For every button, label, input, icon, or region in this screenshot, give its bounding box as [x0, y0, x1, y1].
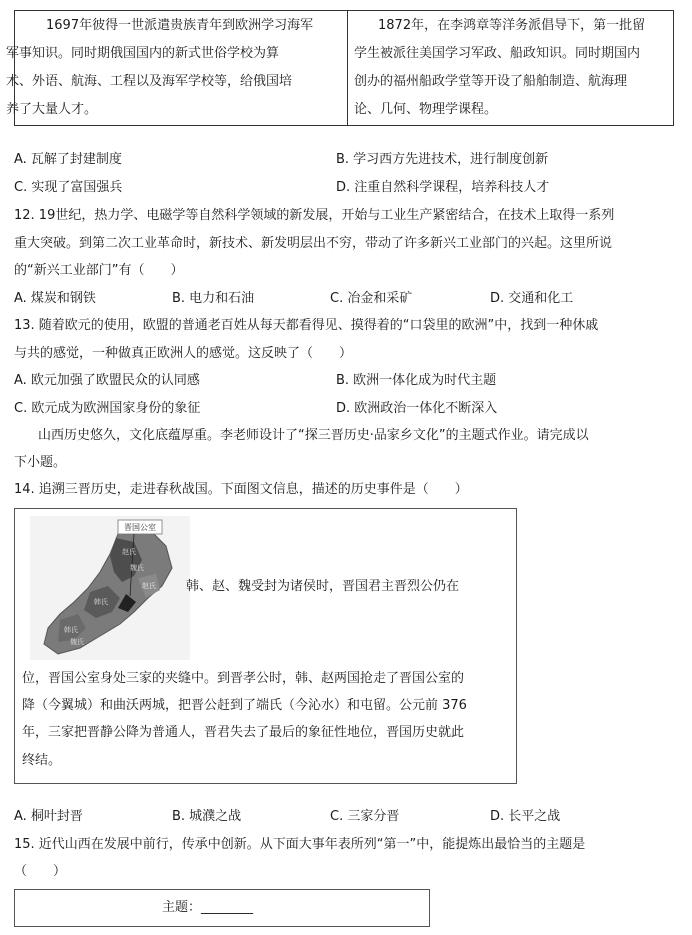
q13-option-a: A. 欧元加强了欧盟民众的认同感	[14, 373, 200, 388]
q12-option-c: C. 冶金和采矿	[330, 291, 413, 306]
q14-box-line: 位，晋国公室身处三家的夹缝中。到晋孝公时，韩、赵两国抢走了晋国公室的	[22, 671, 465, 686]
table-right-cell	[354, 12, 678, 124]
q14-option-a: A. 桐叶封晋	[14, 809, 83, 824]
q15-stem: 15. 近代山西在发展中前行，传承中创新。从下面大事年表所列“第一”中，能提炼出最恰当的主题是	[14, 837, 586, 852]
map-label: 晋国公室	[124, 523, 156, 532]
q11-option-c: C. 实现了富国强兵	[14, 180, 123, 195]
map-region-label: 魏氏	[70, 638, 84, 646]
q14-option-b: B. 城濮之战	[172, 809, 242, 824]
q13-stem-line: 13. 随着欧元的使用，欧盟的普通老百姓从每天都看得见、摸得着的“口袋里的欧洲”中，找到一种休戚	[14, 318, 599, 333]
q13-stem-line: 与共的感觉，一种做真正欧洲人的感觉。这反映了（ ）	[14, 346, 353, 361]
q14-option-c: C. 三家分晋	[330, 809, 400, 824]
table-right-line: 创办的福州船政学堂等开设了船舶制造、航海理	[354, 74, 628, 89]
q14-option-d: D. 长平之战	[490, 809, 561, 824]
table-left-line: 养了大量人才。	[6, 102, 98, 117]
q15-answer-paren: （ ）	[14, 864, 67, 879]
table-left-line: 术、外语、航海、工程以及海军学校等，给俄国培	[6, 74, 293, 89]
q13-option-d: D. 欧洲政治一体化不断深入	[336, 401, 498, 416]
table-divider	[347, 11, 348, 125]
map-region-label: 赵氏	[142, 582, 156, 590]
table-left-cell	[6, 12, 336, 124]
q14-box-line: 降（今翼城）和曲沃两城，把晋公赶到了端氏（今沁水）和屯留。公元前 376	[22, 698, 467, 713]
map-region-label: 韩氏	[64, 626, 78, 634]
intro-line: 山西历史悠久，文化底蕴厚重。李老师设计了“探三晋历史·品家乡文化”的主题式作业。请完成以	[38, 428, 589, 443]
table-left-line: 军事知识。同时期俄国国内的新式世俗学校为算	[6, 46, 280, 61]
q14-box-line: 终结。	[22, 753, 62, 768]
intro-line: 下小题。	[14, 455, 67, 470]
table-right-line: 学生被派往美国学习军政、船政知识。同时期国内	[354, 46, 641, 61]
jin-state-map	[30, 516, 190, 660]
q12-stem-line: 重大突破。到第二次工业革命时，新技术、新发明层出不穷，带动了许多新兴工业部门的兴起。这里所说	[14, 236, 613, 251]
map-region-label: 赵氏	[122, 548, 136, 556]
q12-option-d: D. 交通和化工	[490, 291, 574, 306]
map-region-label: 韩氏	[94, 598, 108, 606]
table-right-line: 论、几何、物理学课程。	[354, 102, 498, 117]
q14-stem: 14. 追溯三晋历史，走进春秋战国。下面图文信息，描述的历史事件是（ ）	[14, 482, 468, 497]
q11-option-a: A. 瓦解了封建制度	[14, 152, 122, 167]
q11-option-d: D. 注重自然科学课程，培养科技人才	[336, 180, 550, 195]
q13-option-c: C. 欧元成为欧洲国家身份的象征	[14, 401, 201, 416]
table-right-line: 1872年，在李鸿章等洋务派倡导下，第一批留	[378, 18, 646, 33]
q12-option-a: A. 煤炭和钢铁	[14, 291, 96, 306]
q11-option-b: B. 学习西方先进技术，进行制度创新	[336, 152, 549, 167]
q14-box-line: 韩、赵、魏受封为诸侯时，晋国君主晋烈公仍在	[186, 579, 460, 594]
q15-theme-label: 主题：________	[162, 900, 254, 915]
q14-box-line: 年，三家把晋静公降为普通人，晋君失去了最后的象征性地位，晋国历史就此	[22, 725, 465, 740]
map-region-label: 魏氏	[130, 564, 144, 572]
q12-stem-line: 12. 19世纪，热力学、电磁学等自然科学领域的新发展，开始与工业生产紧密结合，在技术上取得一系列	[14, 208, 615, 223]
q13-option-b: B. 欧洲一体化成为时代主题	[336, 373, 497, 388]
table-left-line: 1697年彼得一世派遣贵族青年到欧洲学习海军	[46, 18, 314, 33]
q12-stem-line: 的“新兴工业部门”有（ ）	[14, 263, 184, 278]
q12-option-b: B. 电力和石油	[172, 291, 255, 306]
